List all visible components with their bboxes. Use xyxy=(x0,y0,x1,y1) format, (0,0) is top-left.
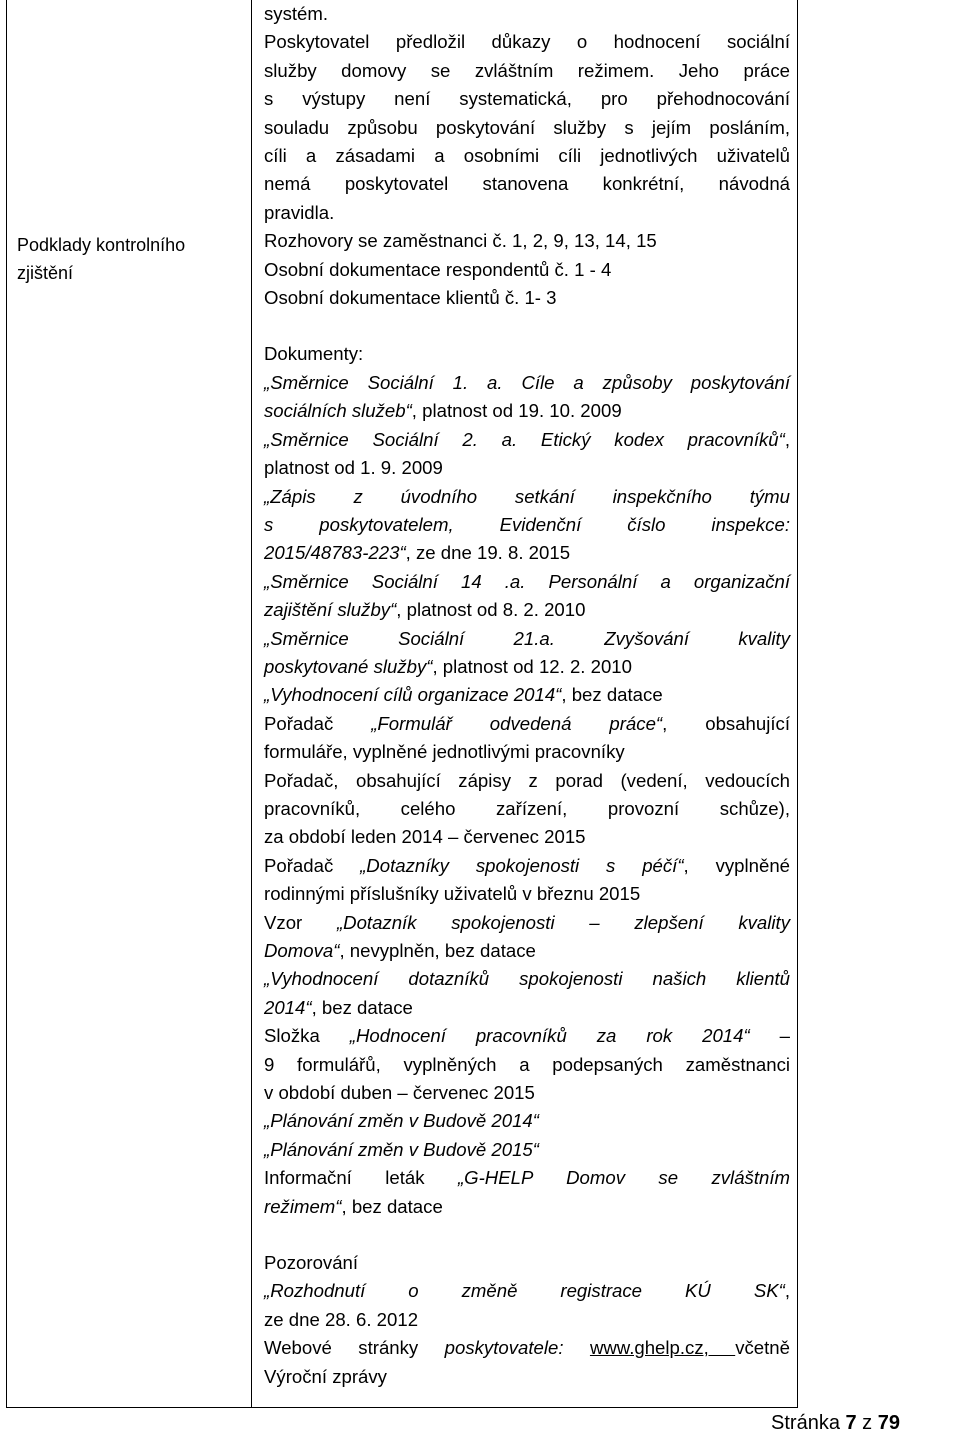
doc-line xyxy=(264,426,790,454)
documents-heading: Dokumenty: xyxy=(264,343,364,365)
doc-title: „Hodnocení pracovníků za rok 2014“ xyxy=(349,1025,750,1047)
doc-note: , xyxy=(784,428,790,450)
doc-title: „Plánování změn v Budově 2014“ xyxy=(264,1110,539,1132)
doc-line xyxy=(264,852,790,880)
doc-title: Domova“ xyxy=(264,940,340,961)
doc-title: sociálních služeb“ xyxy=(264,400,412,422)
doc-line xyxy=(264,1022,790,1050)
doc-title: „Směrnice Sociální 14 .a. Personální a organizační xyxy=(264,570,790,592)
doc-line: formuláře, vyplněné jednotlivými pracovníky xyxy=(264,741,625,763)
doc-note xyxy=(564,1337,590,1358)
doc-note: včetně xyxy=(735,1337,790,1359)
doc-note: Informační leták xyxy=(264,1167,458,1189)
content-cell xyxy=(252,0,799,1407)
doc-line: ze dne 28. 6. 2012 xyxy=(264,1308,419,1330)
doc-title: s poskytovatelem, Evidenční číslo inspekce: xyxy=(264,513,790,535)
text-line: Poskytovatel předložil důkazy o hodnocení sociální xyxy=(264,31,790,53)
doc-line xyxy=(264,1193,790,1221)
doc-title: „Dotazník spokojenosti – zlepšení kvality xyxy=(336,911,790,933)
doc-note: , xyxy=(784,1280,790,1302)
page-number xyxy=(771,1410,900,1436)
doc-line: 9 formulářů, vyplněných a podepsaných zaměstnanci xyxy=(264,1053,790,1075)
doc-note: Vzor xyxy=(264,911,337,933)
doc-line xyxy=(264,369,790,397)
doc-line xyxy=(264,625,790,653)
doc-line xyxy=(264,397,790,425)
doc-title: „Vyhodnocení dotazníků spokojenosti našich klientů xyxy=(264,968,790,990)
doc-title: „Směrnice Sociální 21.a. Zvyšování kvality xyxy=(264,627,790,649)
doc-line xyxy=(264,1136,790,1164)
doc-line xyxy=(264,653,790,681)
doc-title: poskytované služby“ xyxy=(264,655,433,677)
observation-heading: Pozorování xyxy=(264,1252,359,1274)
doc-note: , platnost od 19. 10. 2009 xyxy=(411,400,622,422)
text-line: pravidla. xyxy=(264,201,335,223)
page-middle: z xyxy=(856,1412,878,1434)
doc-title: 2014“ xyxy=(264,996,312,1018)
doc-line: Pořadač, obsahující zápisy z porad (vedení, vedoucích xyxy=(264,769,790,791)
doc-line: v období duben – červenec 2015 xyxy=(264,1082,535,1104)
content-text xyxy=(264,0,790,1391)
doc-note: , vyplněné xyxy=(683,854,790,876)
doc-line: rodinnými příslušníky uživatelů v březnu 2015 xyxy=(264,883,641,905)
row-label-line2: zjištění xyxy=(17,263,74,283)
doc-note: , nevyplněn, bez datace xyxy=(339,940,536,961)
website-link[interactable]: www.ghelp.cz, xyxy=(589,1337,736,1359)
text-line: Osobní dokumentace respondentů č. 1 - 4 xyxy=(264,258,612,280)
text-line: souladu způsobu poskytování služby s jejím posláním, xyxy=(264,116,790,138)
doc-note: , obsahující xyxy=(662,712,790,734)
doc-line xyxy=(264,965,790,993)
doc-line xyxy=(264,909,790,937)
doc-line xyxy=(264,511,790,539)
doc-line xyxy=(264,1277,790,1305)
doc-note: , ze dne 19. 8. 2015 xyxy=(405,542,571,564)
doc-line xyxy=(264,568,790,596)
doc-title: „Plánování změn v Budově 2015“ xyxy=(264,1138,539,1160)
doc-line xyxy=(264,1107,790,1135)
doc-line xyxy=(264,1334,790,1362)
doc-title: „Směrnice Sociální 2. a. Etický kodex pracovníků“ xyxy=(264,428,785,450)
doc-title: 2015/48783-223“ xyxy=(264,542,406,564)
total-pages: 79 xyxy=(877,1412,900,1434)
doc-note: – xyxy=(749,1025,790,1047)
doc-line xyxy=(264,483,790,511)
doc-line xyxy=(264,1164,790,1192)
text-line: nemá poskytovatel stanovena konkrétní, návodná xyxy=(264,173,790,195)
doc-title: „Vyhodnocení cílů organizace 2014“ xyxy=(264,684,562,706)
doc-title: „Směrnice Sociální 1. a. Cíle a způsoby poskytování xyxy=(264,371,790,393)
doc-line xyxy=(264,596,790,624)
doc-note: , bez datace xyxy=(341,1195,443,1217)
doc-note: Webové stránky xyxy=(264,1337,445,1359)
text-line: s výstupy není systematická, pro přehodnocování xyxy=(264,88,790,110)
inspection-table xyxy=(6,0,798,1408)
doc-line xyxy=(264,937,790,965)
text-line: služby domovy se zvláštním režimem. Jeho práce xyxy=(264,59,790,81)
doc-title: „Zápis z úvodního setkání inspekčního týmu xyxy=(264,485,790,507)
doc-title: režimem“ xyxy=(264,1195,342,1217)
label-cell xyxy=(7,0,252,1407)
doc-line xyxy=(264,681,790,709)
doc-title: „Dotazníky spokojenosti s péčí“ xyxy=(360,854,684,876)
doc-line xyxy=(264,710,790,738)
text-line: Osobní dokumentace klientů č. 1- 3 xyxy=(264,287,557,309)
doc-title: „Formulář odvedená práce“ xyxy=(371,712,663,734)
text-line: Rozhovory se zaměstnanci č. 1, 2, 9, 13, 14, 15 xyxy=(264,230,657,252)
doc-title: „Rozhodnutí o změně registrace KÚ SK“ xyxy=(264,1280,785,1302)
doc-note: Složka xyxy=(264,1025,350,1047)
doc-line: platnost od 1. 9. 2009 xyxy=(264,457,443,479)
doc-note: Pořadač xyxy=(264,712,372,734)
row-label-line1: Podklady kontrolního xyxy=(17,235,186,255)
doc-note: , platnost od 8. 2. 2010 xyxy=(396,599,586,621)
doc-note: Pořadač xyxy=(264,854,361,876)
doc-note: , bez datace xyxy=(311,996,413,1018)
doc-line: pracovníků, celého zařízení, provozní schůze), xyxy=(264,797,790,819)
text-line: systém. xyxy=(264,3,329,24)
doc-line: Výroční zprávy xyxy=(264,1365,387,1387)
current-page: 7 xyxy=(845,1412,857,1434)
page-prefix: Stránka xyxy=(771,1412,846,1434)
doc-title: poskytovatele: xyxy=(444,1337,564,1359)
doc-line: za období leden 2014 – červenec 2015 xyxy=(264,826,586,848)
doc-note: , platnost od 12. 2. 2010 xyxy=(432,655,632,677)
doc-line xyxy=(264,539,790,567)
row-label xyxy=(17,231,242,287)
doc-line xyxy=(264,994,790,1022)
text-line: cíli a zásadami a osobními cíli jednotlivých uživatelů xyxy=(264,145,790,167)
doc-title: „G-HELP Domov se zvláštním xyxy=(457,1167,790,1189)
doc-title: zajištění služby“ xyxy=(264,599,397,621)
doc-note: , bez datace xyxy=(561,684,663,706)
